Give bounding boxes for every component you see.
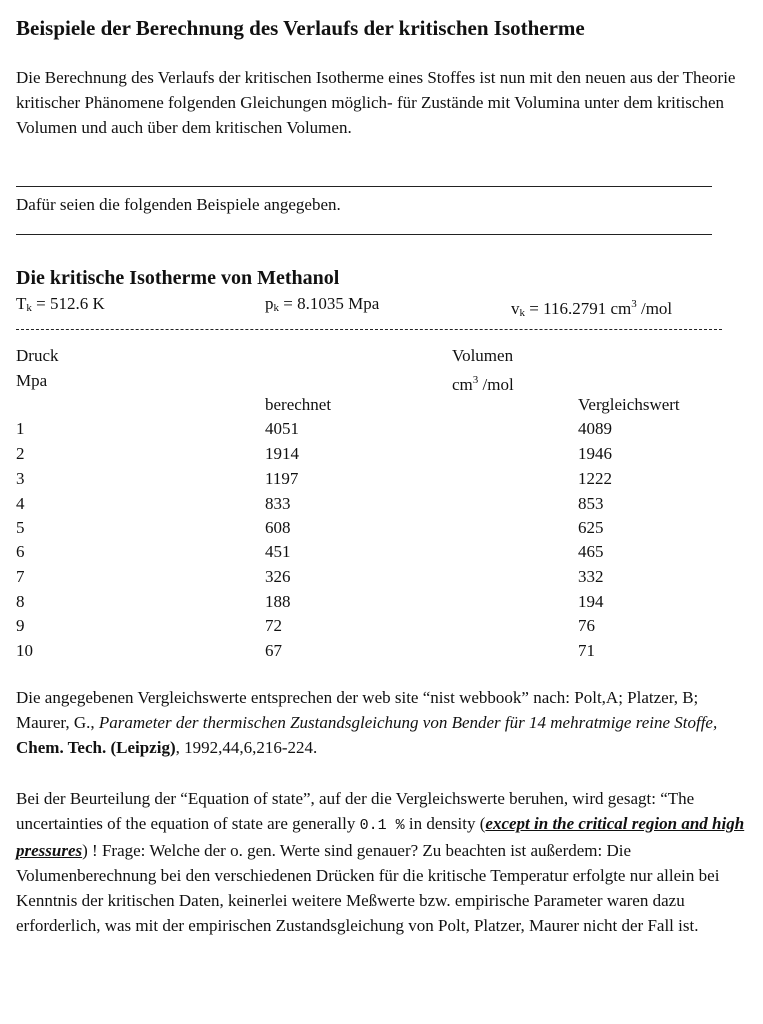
vergleich-cell: 465 bbox=[578, 542, 604, 561]
berechnet-cell: 1197 bbox=[265, 469, 299, 488]
vergleich-cell: 332 bbox=[578, 567, 604, 586]
table-row bbox=[0, 441, 763, 466]
source-text: Die angegebenen Vergleichswerte entsprechen der web site “nist webbook” nach: Polt,A; Platzer, B; Maurer, G., bbox=[16, 688, 699, 732]
intro-paragraph: Die Berechnung des Verlaufs der kritischen Isotherme eines Stoffes ist nun mit den neuen aus der Theorie kritischer Phänomene folgenden Gleichungen möglich- für Zustände mit Volumina unter dem kritischen Volumen und auch über dem kritischen Volumen. bbox=[16, 68, 736, 137]
berechnet-cell: 833 bbox=[265, 494, 291, 513]
table-row bbox=[0, 589, 763, 614]
divider bbox=[16, 186, 712, 187]
table-row bbox=[0, 515, 763, 540]
berechnet-cell: 67 bbox=[265, 641, 282, 660]
berechnet-cell: 188 bbox=[265, 592, 291, 611]
volumen-unit-superscript: 3 bbox=[472, 374, 479, 386]
table-row bbox=[0, 613, 763, 638]
source-details: , 1992,44,6,216-224. bbox=[175, 738, 318, 757]
berechnet-cell: 608 bbox=[265, 518, 291, 537]
column-header-vergleichswert: Vergleichswert bbox=[578, 395, 680, 414]
druck-cell: 7 bbox=[16, 567, 25, 586]
examples-line: Dafür seien die folgenden Beispiele angegeben. bbox=[16, 195, 341, 214]
berechnet-cell: 1914 bbox=[265, 444, 299, 463]
druck-cell: 6 bbox=[16, 542, 25, 561]
druck-cell: 2 bbox=[16, 444, 25, 463]
section-heading: Die kritische Isotherme von Methanol bbox=[16, 267, 340, 289]
note-text: Bei der Beurteilung der “Equation of state”, auf der die Vergleichswerte beruhen, wird gesagt: “The uncertainties of the equation of state are generally bbox=[16, 789, 695, 833]
critical-temperature bbox=[16, 292, 105, 320]
note-emphasis: except in the critical region and high pressures bbox=[16, 814, 745, 860]
berechnet-cell: 4051 bbox=[265, 419, 299, 438]
divider bbox=[16, 234, 712, 235]
vergleich-cell: 625 bbox=[578, 518, 604, 537]
note-paragraph bbox=[16, 786, 756, 938]
volumen-unit-rest: /mol bbox=[478, 375, 514, 394]
volumen-unit bbox=[452, 368, 514, 397]
pk-subscript: k bbox=[273, 302, 279, 314]
vk-value: = 116.2791 cm bbox=[525, 299, 632, 318]
source-title: Parameter der thermischen Zustandsgleichung von Bender für 14 mehratmige reine Stoffe, bbox=[98, 713, 718, 732]
table-row bbox=[0, 491, 763, 516]
berechnet-cell: 326 bbox=[265, 567, 291, 586]
tk-value: = 512.6 K bbox=[31, 294, 105, 313]
column-header-berechnet: berechnet bbox=[265, 395, 332, 414]
note-text: in density ( bbox=[404, 814, 486, 833]
vergleich-cell: 853 bbox=[578, 494, 604, 513]
druck-cell: 1 bbox=[16, 419, 25, 438]
druck-cell: 8 bbox=[16, 592, 25, 611]
tk-subscript: k bbox=[26, 302, 32, 314]
dashed-divider bbox=[16, 329, 722, 330]
table-row bbox=[0, 466, 763, 491]
vk-superscript: 3 bbox=[631, 298, 637, 310]
table-row bbox=[0, 539, 763, 564]
vergleich-cell: 194 bbox=[578, 592, 604, 611]
vergleich-cell: 1946 bbox=[578, 444, 612, 463]
tk-symbol: T bbox=[16, 294, 27, 313]
note-percent: 0.1 % bbox=[359, 817, 405, 834]
note-text: ) ! Frage: Welche der o. gen. Werte sind genauer? Zu beachten ist außerdem: Die Volumenberechnung bei den verschiedenen Drücken für die kritische Temperatur erfolgte nur allein bei Kenntnis der kritischen Daten, keinerlei weitere Meßwerte bzw. empirische Parameter waren dazu erforderlich, was mit der empirischen Zustandsgleichung von Polt, Platzer, Maurer nicht der Fall ist. bbox=[16, 841, 720, 935]
critical-volume bbox=[511, 292, 672, 325]
druck-cell: 10 bbox=[16, 641, 33, 660]
source-paragraph bbox=[16, 685, 746, 760]
berechnet-cell: 451 bbox=[265, 542, 291, 561]
table-row bbox=[0, 638, 763, 663]
vergleich-cell: 4089 bbox=[578, 419, 612, 438]
vergleich-cell: 71 bbox=[578, 641, 595, 660]
vk-unit: /mol bbox=[636, 299, 673, 318]
vk-symbol: v bbox=[511, 299, 520, 318]
source-journal: Chem. Tech. (Leipzig) bbox=[16, 738, 176, 757]
berechnet-cell: 72 bbox=[265, 616, 282, 635]
pk-value: = 8.1035 Mpa bbox=[279, 294, 380, 313]
vergleich-cell: 76 bbox=[578, 616, 595, 635]
druck-cell: 5 bbox=[16, 518, 25, 537]
druck-label: Druck bbox=[16, 346, 59, 365]
table-row bbox=[0, 416, 763, 441]
druck-cell: 3 bbox=[16, 469, 25, 488]
volumen-label: Volumen bbox=[452, 346, 514, 365]
druck-cell: 9 bbox=[16, 616, 25, 635]
critical-pressure bbox=[265, 292, 379, 320]
page-title: Beispiele der Berechnung des Verlaufs der kritischen Isotherme bbox=[16, 16, 585, 40]
table-row bbox=[0, 564, 763, 589]
vergleich-cell: 1222 bbox=[578, 469, 612, 488]
pk-symbol: p bbox=[265, 294, 274, 313]
vk-subscript: k bbox=[519, 307, 525, 319]
druck-unit: Mpa bbox=[16, 371, 48, 390]
druck-cell: 4 bbox=[16, 494, 25, 513]
volumen-unit-base: cm bbox=[452, 375, 473, 394]
